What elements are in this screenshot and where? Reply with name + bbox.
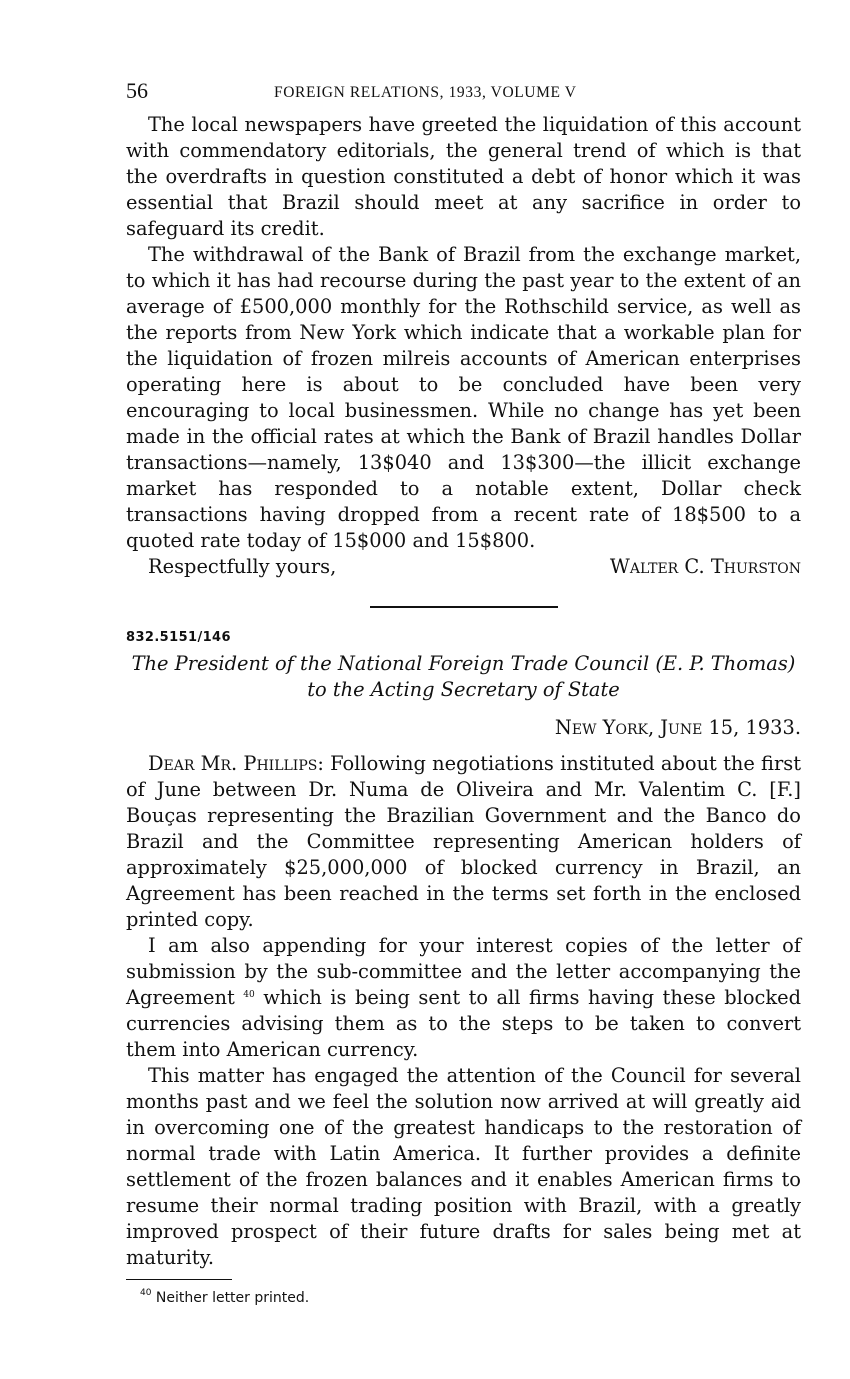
dateline: New York, June 15, 1933. bbox=[554, 716, 801, 739]
section-divider bbox=[370, 606, 558, 608]
letter-paragraph-2-after-note: which is being sent to all firms having these blocked currencies advising them as to the steps to be taken to convert them into American currency. bbox=[126, 986, 801, 1061]
continued-paragraph-2: The withdrawal of the Bank of Brazil from the exchange market, to which it has had recourse during the past year to the extent of an average of £500,000 monthly for the Rothschild service, as well as the reports from New York which indicate that a workable plan for the liquidation of frozen milreis accounts of American enterprises operating here is about to be concluded have been very encouraging to local businessmen. While no change has yet been made in the official rates at which the Bank of Brazil handles Dollar transactions—namely, 13$040 and 13$300—the illicit exchange market has responded to a notable extent, Dollar check transactions having dropped from a recent rate of 18$500 to a quoted rate today of 15$000 and 15$800. bbox=[126, 243, 801, 552]
file-number: 832.5151/146 bbox=[126, 630, 231, 645]
closing-phrase: Respectfully yours, bbox=[148, 555, 337, 578]
letter-paragraph-2 bbox=[126, 933, 801, 1063]
closing-line bbox=[126, 554, 801, 580]
salutation: Dear Mr. Phillips: bbox=[148, 752, 324, 775]
running-head bbox=[126, 78, 801, 112]
footnote bbox=[126, 1290, 801, 1306]
footnote-marker: 40 bbox=[140, 1288, 152, 1298]
letter-paragraph-1 bbox=[126, 751, 801, 933]
page-number: 56 bbox=[126, 78, 148, 103]
letter-paragraph-1-text: Following negotiations instituted about the first of June between Dr. Numa de Oliveira and Mr. Valentim C. [F.] Bouças representing the Brazilian Government and the Banco do Brazil and the Committee representing American holders of approximately $25,000,000 of blocked currency in Brazil, an Agreement has been reached in the terms set forth in the enclosed printed copy. bbox=[126, 752, 801, 931]
letter-paragraph-3: This matter has engaged the attention of the Council for several months past and we feel the solution now arrived at will greatly aid in overcoming one of the greatest handicaps to the restoration of normal trade with Latin America. It further provides a definite settlement of the frozen balances and it enables American firms to resume their normal trading position with Brazil, with a greatly improved prospect of their future drafts for sales being met at maturity. bbox=[126, 1064, 801, 1269]
signature: Walter C. Thurston bbox=[609, 555, 801, 578]
footnote-reference: 40 bbox=[243, 990, 255, 1000]
document-heading: The President of the National Foreign Trade Council (E. P. Thomas) to the Acting Secretary of State bbox=[131, 652, 796, 701]
document-page bbox=[126, 78, 801, 1306]
letter-paragraph-2-before-note: I am also appending for your interest copies of the letter of submission by the sub-committee and the letter accompanying the Agreement bbox=[126, 934, 801, 1009]
running-title: FOREIGN RELATIONS, 1933, VOLUME V bbox=[274, 84, 577, 101]
continued-paragraph-1: The local newspapers have greeted the liquidation of this account with commendatory editorials, the general trend of which is that the overdrafts in question constituted a debt of honor which it was essential that Brazil should meet at any sacrifice in order to safeguard its credit. bbox=[126, 113, 801, 240]
footnote-divider bbox=[126, 1279, 232, 1280]
footnote-text: Neither letter printed. bbox=[155, 1290, 310, 1306]
